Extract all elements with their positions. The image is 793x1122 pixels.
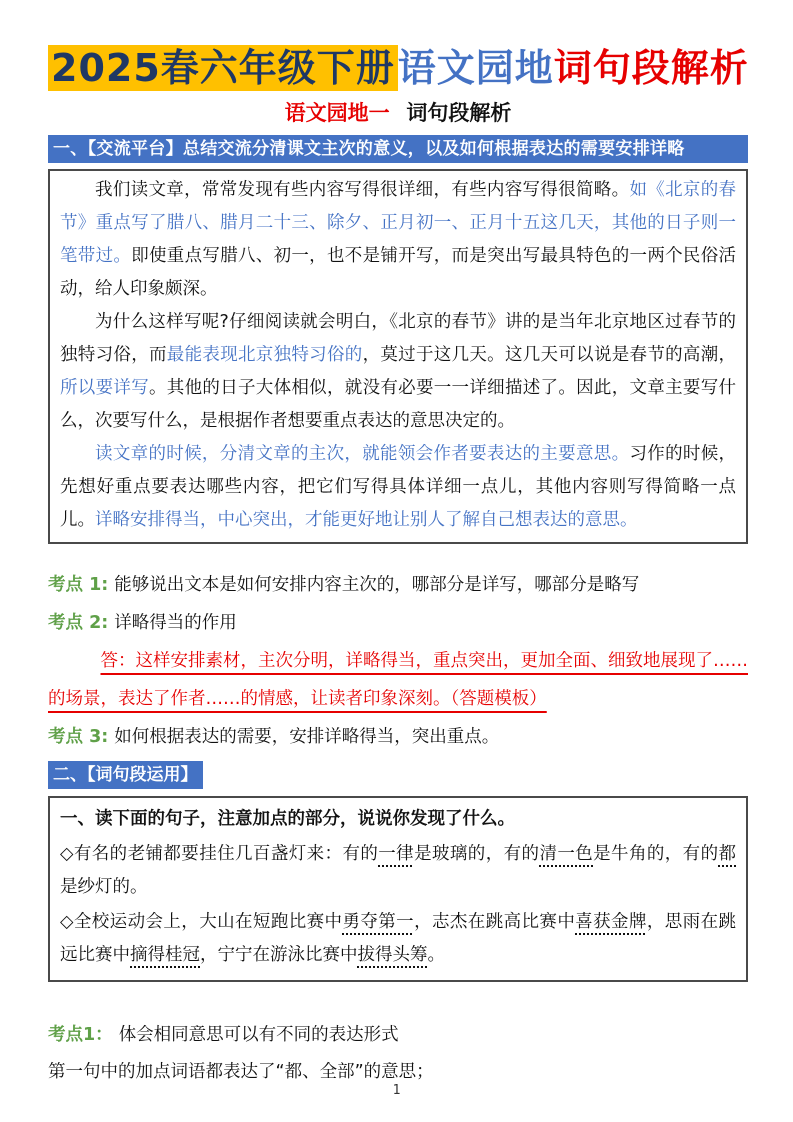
exam-point-s2-1-text: 体会相同意思可以有不同的表达形式 bbox=[118, 1025, 399, 1046]
text-run: 是纱灯的。 bbox=[60, 877, 148, 898]
text-run: ，志杰在跳高比赛中 bbox=[414, 912, 576, 933]
text-run: ，宁宁在游泳比赛中 bbox=[200, 945, 358, 966]
emphasized-word: 喜获金牌 bbox=[575, 912, 647, 933]
text-run-blue: 所以要详写 bbox=[60, 378, 149, 399]
exam-point-2-text: 详略得当的作用 bbox=[114, 613, 237, 634]
subtitle-unit-name: 语文园地一 bbox=[284, 101, 390, 126]
section1-header-bar: 一、【交流平台】总结交流分清课文主次的意义，以及如何根据表达的需要安排详略 bbox=[48, 135, 748, 163]
exam-point-2 bbox=[48, 604, 748, 642]
section2-content-box bbox=[48, 796, 748, 982]
title-red-text: 词句段解析 bbox=[553, 46, 749, 90]
text-run: 习作的时候，先想好重点要表达哪些内容，把它们写得具体详细一点儿，其他内容则写得简略一点儿。 bbox=[60, 444, 737, 531]
text-run: 我们读文章，常常发现有些内容写得很详细，有些内容写得很简略。 bbox=[95, 180, 630, 201]
exam-point-s2-1-label: 考点1： bbox=[48, 1025, 113, 1046]
title-blue-text: 语文园地 bbox=[397, 46, 554, 90]
emphasized-word: 一律 bbox=[378, 844, 415, 865]
text-run-blue: 如《北京的春节》重点写了腊八、腊月二十三、除夕、正月初一、正月十五这几天，其他的日子则一笔带过。 bbox=[60, 180, 737, 267]
text-run: 。其他的日子大体相似，就没有必要一一详细描述了。因此，文章主要写什么，次要写什么，是根据作者想要重点表达的意思决定的。 bbox=[60, 378, 737, 432]
section1-content-box bbox=[48, 169, 748, 544]
text-run: 是玻璃的，有的 bbox=[414, 844, 540, 865]
page-number: 1 bbox=[392, 1083, 401, 1098]
example-sentence-1 bbox=[60, 838, 736, 904]
exam-point-3-label: 考点 3: bbox=[48, 727, 109, 748]
section2-exam-points bbox=[48, 1016, 748, 1090]
emphasized-word: 勇夺第一 bbox=[342, 912, 415, 933]
answer-template: 答：这样安排素材，主次分明，详略得当，重点突出，更加全面、细致地展现了……的场景，表达了作者……的情感，让读者印象深刻。（答题模板） bbox=[48, 651, 748, 710]
text-run: ，思雨在跳远比赛中 bbox=[60, 912, 736, 966]
paragraph-1 bbox=[60, 174, 736, 306]
exam-point-1-text: 能够说出文本是如何安排内容主次的，哪部分是详写，哪部分是略写 bbox=[114, 575, 640, 596]
text-run: 是牛角的，有的 bbox=[593, 844, 719, 865]
text-run-blue: 最能表现北京独特习俗的 bbox=[166, 345, 363, 366]
text-run: ，莫过于这几天。这几天可以说是春节的高潮， bbox=[362, 345, 737, 366]
page-subtitle bbox=[48, 97, 748, 127]
emphasized-word: 拔得头筹 bbox=[357, 945, 428, 966]
exam-point-1 bbox=[48, 566, 748, 604]
emphasized-word: 摘得桂冠 bbox=[130, 945, 200, 966]
exam-point-s2-1 bbox=[48, 1016, 748, 1054]
section2-header-bar: 二、【词句段运用】 bbox=[48, 761, 203, 789]
text-run: ◇有名的老铺都要挂住几百盏灯来：有的 bbox=[60, 844, 379, 865]
exam-point-2-label: 考点 2: bbox=[48, 613, 109, 634]
page-title bbox=[48, 44, 748, 93]
exercise-heading: 一、读下面的句子，注意加点的部分，说说你发现了什么。 bbox=[60, 809, 515, 830]
exam-point-3-text: 如何根据表达的需要，安排详略得当，突出重点。 bbox=[114, 727, 500, 748]
emphasized-word: 都 bbox=[718, 844, 736, 865]
emphasized-word: 清一色 bbox=[539, 844, 594, 865]
paragraph-2 bbox=[60, 306, 736, 438]
exam-point-3 bbox=[48, 718, 748, 756]
exam-point-1-label: 考点 1: bbox=[48, 575, 109, 596]
title-highlighted-text: 2025春六年级下册 bbox=[48, 45, 398, 91]
paragraph-3 bbox=[60, 438, 736, 537]
subtitle-topic: 词句段解析 bbox=[406, 101, 512, 126]
text-run-blue: 详略安排得当，中心突出，才能更好地让别人了解自己想表达的意思。 bbox=[95, 510, 638, 531]
text-run: 。 bbox=[427, 945, 445, 966]
text-run: ◇全校运动会上，大山在短跑比赛中 bbox=[60, 912, 343, 933]
example-sentence-2 bbox=[60, 906, 736, 972]
explanation-line: 第一句中的加点词语都表达了“都、全部”的意思； bbox=[48, 1062, 434, 1083]
section1-exam-points bbox=[48, 566, 748, 756]
text-run: 为什么这样写呢?仔细阅读就会明白，《北京的春节》讲的是当年北京地区过春节的独特习俗，而 bbox=[60, 312, 736, 366]
text-run: 即使重点写腊八、初一，也不是铺开写，而是突出写最具特色的一两个民俗活动，给人印象颇深。 bbox=[60, 246, 737, 300]
text-run-blue: 读文章的时候，分清文章的主次，就能领会作者要表达的主要意思。 bbox=[95, 444, 630, 465]
